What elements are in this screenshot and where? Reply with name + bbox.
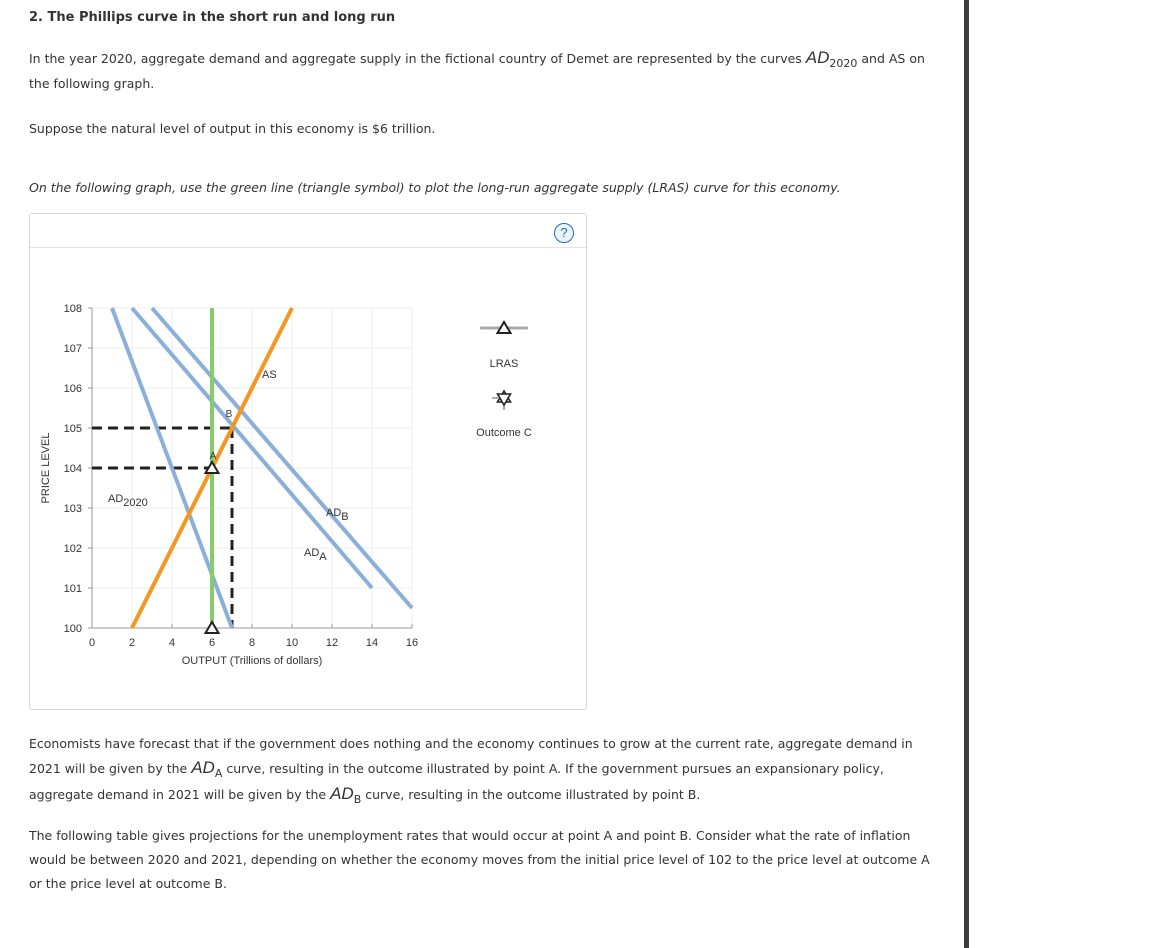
adb-symbol: AD: [330, 784, 354, 803]
forecast-p3: curve, resulting in the outcome illustrated by point B.: [361, 787, 701, 802]
x-tick-label-16: 16: [405, 637, 419, 649]
intro-paragraph: [29, 46, 939, 96]
ada-subscript: A: [214, 767, 223, 780]
y-tick-label-104: 104: [63, 463, 82, 475]
legend-outcome-c-label: Outcome C: [476, 427, 532, 439]
label-adb: ADB: [326, 507, 349, 523]
page-heading: 2. The Phillips curve in the short run and long run: [29, 10, 396, 25]
curve-adb: [152, 308, 412, 608]
label-ada: ADA: [304, 547, 327, 563]
point-label-a: A: [209, 451, 217, 462]
x-tick-label-12: 12: [325, 637, 339, 649]
point-label-b: B: [225, 409, 233, 420]
x-tick-label-6: 6: [208, 637, 216, 649]
ad2020-symbol: AD: [805, 48, 830, 67]
forecast-p2: curve, resulting in the outcome illustrated by point A. If the government pursues an expansionary policy, aggregate demand in 2021 will be given by the: [29, 761, 884, 802]
label-ad2020: AD2020: [108, 493, 148, 509]
table-intro-paragraph: The following table gives projections for the unemployment rates that would occur at point A and point B. Consider what the rate of inflation would be between 2020 and 2021, depending on whether the economy moves from the initial price level of 102 to the price level at outcome A or the price level at outcome B.: [29, 828, 930, 891]
x-axis-title: OUTPUT (Trillions of dollars): [181, 655, 323, 667]
y-tick-label-107: 107: [63, 343, 82, 355]
ad-as-chart: [30, 214, 586, 709]
y-tick-label-106: 106: [63, 383, 82, 395]
natural-output-text: Suppose the natural level of output in this economy is $6 trillion.: [29, 121, 436, 136]
x-tick-label-4: 4: [168, 637, 176, 649]
graph-instruction: On the following graph, use the green line (triangle symbol) to plot the long-run aggregate supply (LRAS) curve for this economy.: [29, 180, 841, 195]
legend-lras-label: LRAS: [489, 358, 519, 370]
adb-subscript: B: [353, 793, 362, 806]
x-tick-label-14: 14: [365, 637, 379, 649]
ad2020-subscript: 2020: [829, 57, 858, 70]
x-tick-label-0: 0: [88, 637, 96, 649]
legend-outcome-c-star-icon[interactable]: [498, 391, 511, 405]
page-right-border: [964, 0, 969, 948]
y-tick-label-101: 101: [63, 583, 82, 595]
ada-symbol: AD: [191, 758, 215, 777]
x-tick-label-8: 8: [248, 637, 256, 649]
intro-before: In the year 2020, aggregate demand and aggregate supply in the fictional country of Demet are represented by the curves: [29, 51, 806, 66]
graph-panel: [29, 213, 587, 710]
forecast-paragraph: [29, 732, 939, 808]
x-tick-label-2: 2: [128, 637, 136, 649]
x-tick-label-10: 10: [285, 637, 299, 649]
forecast-p1: Economists have forecast that if the government does nothing and the economy continues to grow at the current rate, aggregate demand in 2021 will be given by the: [29, 736, 913, 776]
y-tick-label-105: 105: [63, 423, 82, 435]
label-as: AS: [262, 369, 277, 381]
y-tick-label-103: 103: [63, 503, 82, 515]
y-tick-label-102: 102: [63, 543, 82, 555]
y-axis-title: PRICE LEVEL: [40, 432, 52, 504]
y-tick-label-100: 100: [63, 623, 82, 635]
intro-after: and AS on the following graph.: [29, 51, 925, 91]
y-tick-label-108: 108: [63, 303, 82, 315]
help-icon[interactable]: ?: [554, 223, 574, 243]
